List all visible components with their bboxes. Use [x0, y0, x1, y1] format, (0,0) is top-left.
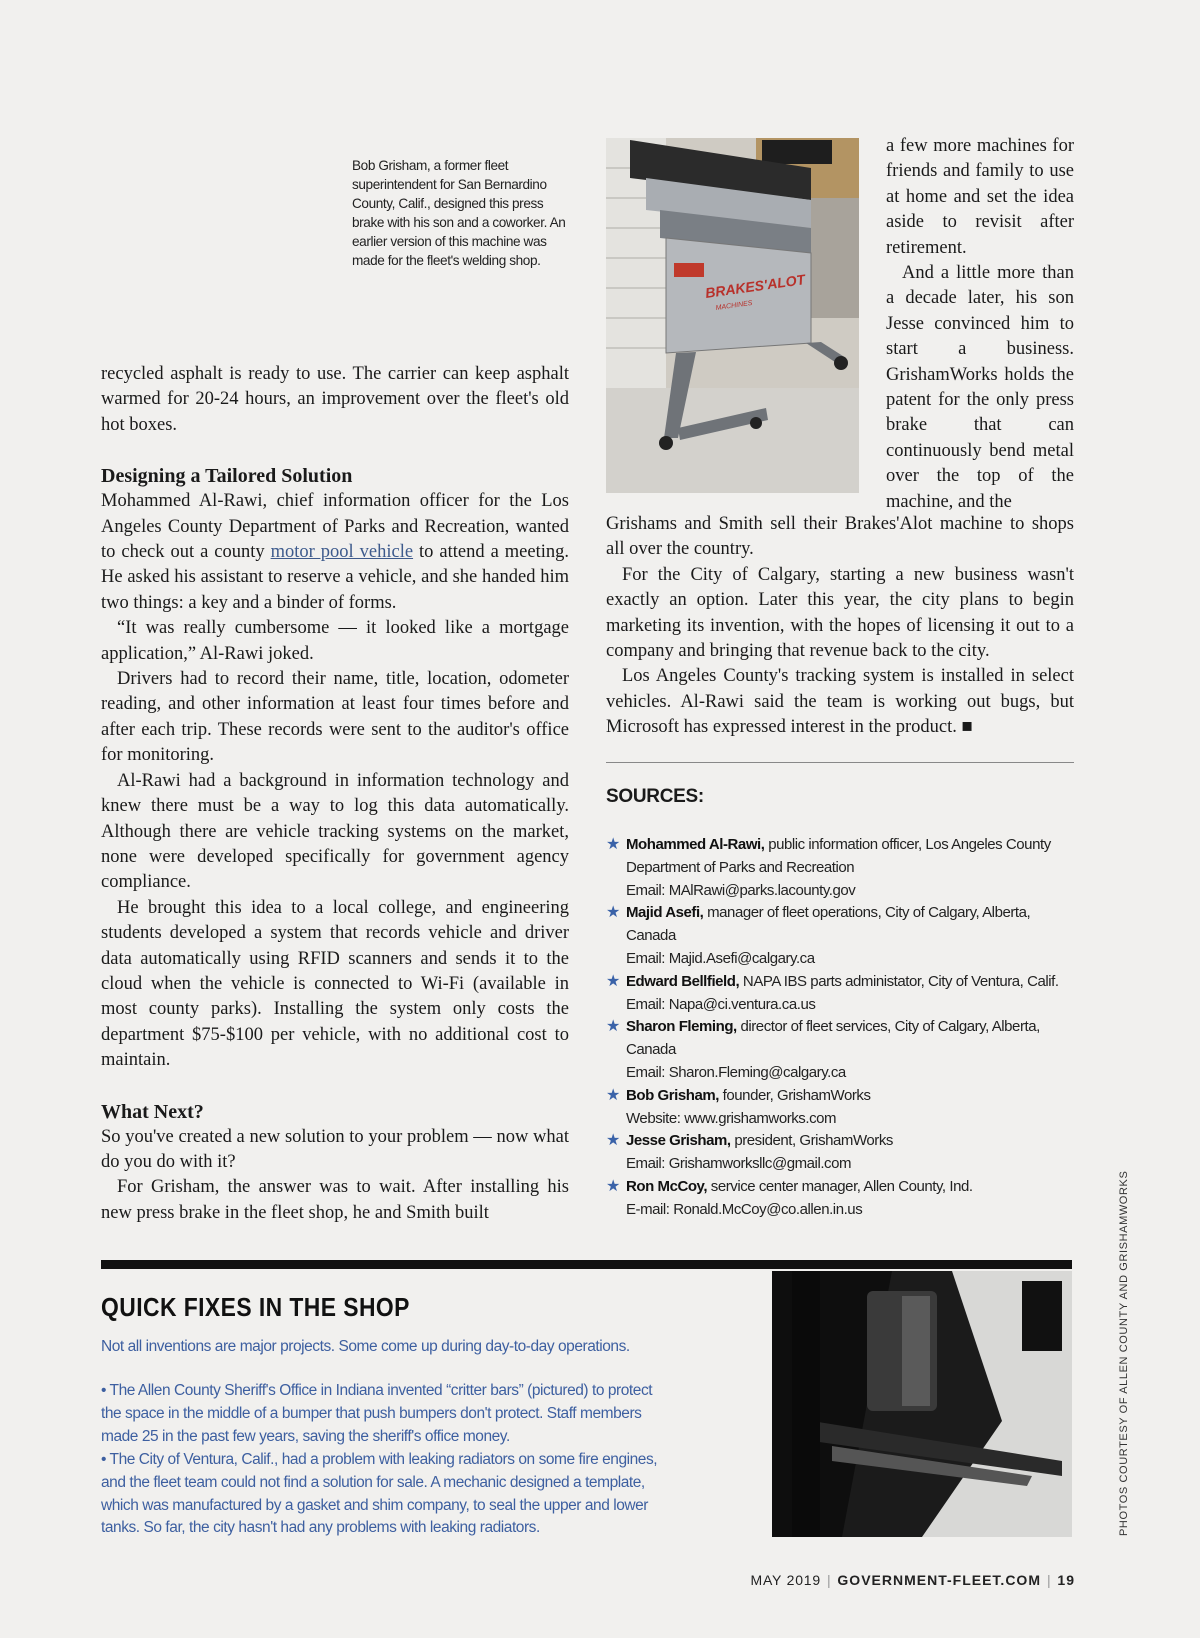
source-contact[interactable]: Email: Sharon.Fleming@calgary.ca [626, 1063, 846, 1081]
body-paragraph [606, 664, 1074, 740]
source-name: Majid Asefi, [626, 904, 704, 922]
body-paragraph: For the City of Calgary, starting a new business wasn't exactly an option. Later this year, the city plans to begin marketing its invention, with the hopes of licensing it out to a company and bringing that revenue back to the city. [606, 564, 1074, 662]
press-brake-photo [606, 138, 859, 493]
paragraph-text: Los Angeles County's tracking system is installed in select vehicles. Al-Rawi said the team is working out bugs, but Microsoft has expressed interest in the product. [606, 666, 1074, 738]
source-name: Edward Bellfield, [626, 972, 740, 990]
end-mark-icon: ■ [961, 717, 973, 738]
source-item [606, 1130, 1076, 1176]
source-role: NAPA IBS parts administator, City of Ventura, Calif. [739, 972, 1059, 990]
quick-fixes-bar [101, 1260, 1072, 1269]
brand-sub-label: MACHINES [715, 299, 753, 312]
quick-fix-item: • The City of Ventura, Calif., had a problem with leaking radiators on some fire engines, and the fleet team could not find a solution for sale. A mechanic designed a template, which was manufactured by a gasket and shim company, to seal the upper and lower tanks. So far, the city hasn't had any problems with leaking radiators. [101, 1450, 658, 1537]
sources-title: SOURCES: [606, 786, 704, 807]
paragraph-text: to attend a meeting. He asked his assistant to reserve a vehicle, and she handed him two things: a key and a binder of forms. [101, 542, 569, 613]
star-icon: ★ [606, 1132, 620, 1150]
star-icon: ★ [606, 1177, 620, 1195]
source-name: Bob Grisham, [626, 1086, 719, 1104]
star-icon: ★ [606, 904, 620, 922]
footer-date: MAY 2019 [750, 1572, 821, 1588]
source-role: public information officer, Los Angeles County Department of Parks and Recreation [626, 836, 1051, 876]
footer-separator: | [826, 1572, 832, 1588]
footer-separator: | [1046, 1572, 1052, 1588]
body-paragraph [101, 489, 569, 616]
left-column [101, 362, 569, 1226]
star-icon: ★ [606, 972, 620, 990]
source-name: Sharon Fleming, [626, 1018, 737, 1036]
source-contact[interactable]: Email: MAlRawi@parks.lacounty.gov [626, 881, 856, 899]
source-contact[interactable]: Website: www.grishamworks.com [626, 1109, 837, 1127]
source-item [606, 902, 1076, 970]
star-icon: ★ [606, 836, 620, 853]
source-contact[interactable]: Email: Grishamworksllc@gmail.com [626, 1155, 852, 1173]
body-paragraph: For Grisham, the answer was to wait. After installing his new press brake in the fleet shop, he and Smith built [101, 1177, 569, 1223]
source-role: service center manager, Allen County, Ind. [707, 1177, 973, 1195]
critter-bars-photo [772, 1271, 1072, 1537]
photo-caption: Bob Grisham, a former fleet superintendent for San Bernardino County, Calif., designed this press brake with his son and a coworker. An earlier version of this machine was made for the fleet's welding shop. [352, 158, 566, 268]
source-contact[interactable]: Email: Majid.Asefi@calgary.ca [626, 949, 815, 967]
right-wrap-text [886, 134, 1074, 515]
photo-credit: PHOTOS COURTESY OF ALLEN COUNTY AND GRISHAMWORKS [1118, 1170, 1130, 1536]
star-icon: ★ [606, 1018, 620, 1036]
quick-fixes-body [101, 1380, 661, 1540]
source-contact[interactable]: E-mail: Ronald.McCoy@co.allen.in.us [626, 1200, 863, 1218]
section-heading-what-next: What Next? [101, 1100, 204, 1123]
body-paragraph: So you've created a new solution to your problem — now what do you do with it? [101, 1126, 569, 1172]
footer-site[interactable]: GOVERNMENT-FLEET.COM [837, 1572, 1041, 1588]
motor-pool-link[interactable]: motor pool vehicle [270, 542, 414, 563]
section-heading-tailored: Designing a Tailored Solution [101, 465, 353, 488]
source-name: Ron McCoy, [626, 1177, 708, 1195]
quick-fixes-title: QUICK FIXES IN THE SHOP [101, 1292, 410, 1322]
source-item [606, 971, 1076, 1017]
sources-list [606, 834, 1076, 1222]
body-paragraph: He brought this idea to a local college, and engineering students developed a system that records vehicle and driver data automatically using RFID scanners and sends it to the cloud when the vehicle is connected to Wi-Fi (available in most county parks). Installing the system only costs the department $75-$100 per vehicle, with no additional cost to maintain. [101, 897, 569, 1071]
right-column [606, 512, 1074, 741]
body-paragraph: Drivers had to record their name, title, location, odometer reading, and other information at least four times before and after each trip. These records were sent to the auditor's office for monitoring. [101, 669, 569, 766]
star-icon: ★ [606, 1086, 620, 1104]
intro-paragraph: recycled asphalt is ready to use. The carrier can keep asphalt warmed for 20-24 hours, an improvement over the fleet's old hot boxes. [101, 364, 569, 435]
quick-fix-item: • The Allen County Sheriff's Office in Indiana invented “critter bars” (pictured) to protect the space in the middle of a bumper that push bumpers don't protect. Staff members made 25 in the past few years, saving the sheriff's office money. [101, 1382, 653, 1445]
quick-fixes-subtitle: Not all inventions are major projects. Some come up during day-to-day operations. [101, 1338, 630, 1355]
press-brake-illustration [606, 138, 859, 493]
source-contact[interactable]: Email: Napa@ci.ventura.ca.us [626, 995, 816, 1013]
source-role: director of fleet services, City of Calgary, Alberta, Canada [626, 1018, 1040, 1059]
source-item [606, 834, 1076, 902]
body-paragraph: Al-Rawi had a background in information technology and knew there must be a way to log this data automatically. Although there are vehicle tracking systems on the market, none were developed specifically for government agency compliance. [101, 770, 569, 893]
brand-label: BRAKES'ALOT [704, 271, 807, 301]
source-name: Mohammed Al-Rawi, [626, 836, 765, 853]
page-number: 19 [1057, 1572, 1075, 1588]
source-role: manager of fleet operations, City of Calgary, Alberta, Canada [626, 904, 1031, 945]
source-role: founder, GrishamWorks [718, 1086, 871, 1104]
source-name: Jesse Grisham, [626, 1132, 731, 1150]
source-role: president, GrishamWorks [730, 1132, 893, 1150]
body-paragraph: “It was really cumbersome — it looked like a mortgage application,” Al-Rawi joked. [101, 618, 569, 664]
body-paragraph: a few more machines for friends and family to use at home and set the idea aside to revisit after retirement. [886, 136, 1074, 258]
source-item [606, 1176, 1076, 1222]
divider [606, 762, 1074, 763]
body-paragraph: Grishams and Smith sell their Brakes'Alot machine to shops all over the country. [606, 514, 1074, 560]
paragraph-text: Mohammed Al-Rawi, chief information officer for the Los Angeles County Department of Parks and Recreation, wanted to check out a county [101, 491, 569, 563]
page-footer [751, 1572, 1076, 1588]
source-item [606, 1016, 1076, 1084]
bumper-illustration [772, 1271, 1072, 1537]
body-paragraph: And a little more than a decade later, his son Jesse convinced him to start a business. GrishamWorks holds the patent for the only press brake that can continuously bend metal over the top of the machine, and the [886, 263, 1074, 512]
source-item [606, 1085, 1076, 1131]
